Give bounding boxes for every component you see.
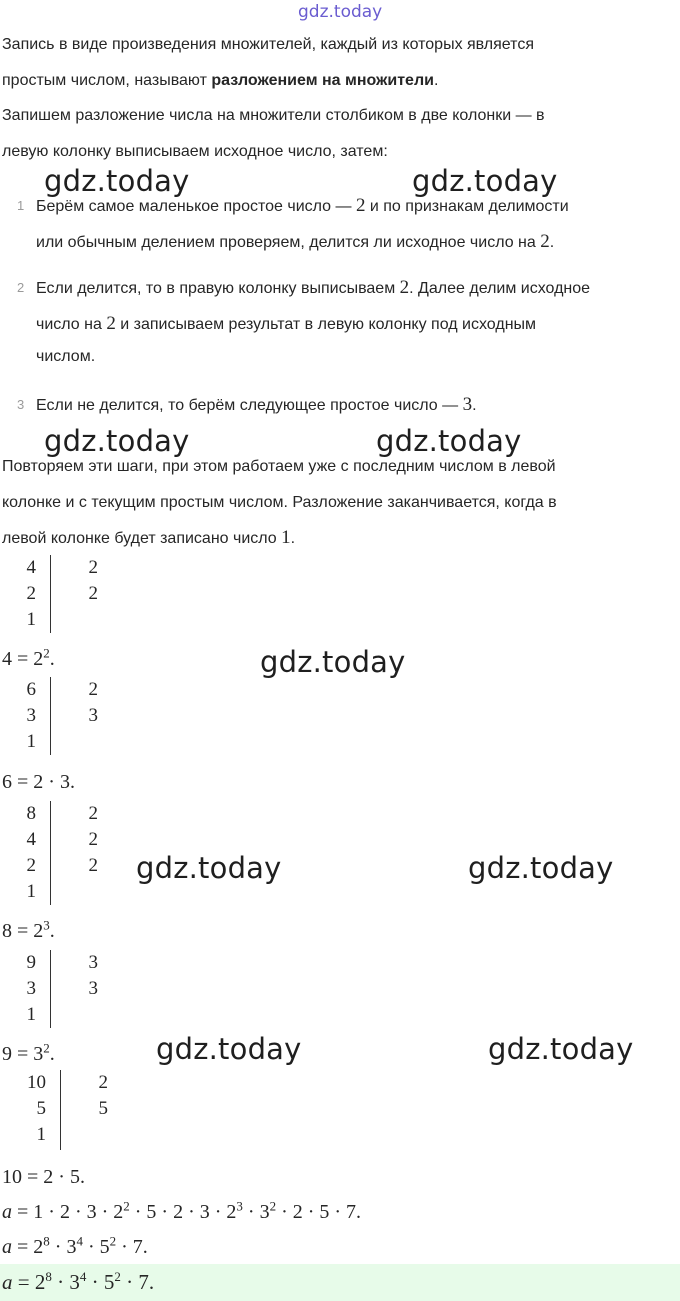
right-cell: 2	[88, 803, 98, 824]
var-a: a	[2, 1270, 13, 1294]
exponent: 8	[45, 1269, 52, 1284]
expr-part: · 7.	[116, 1236, 148, 1258]
right-cell: 3	[88, 952, 98, 973]
step-3-text: Если не делится, то берём следующее простое число —	[36, 397, 463, 414]
step-1-line-1	[36, 195, 569, 217]
left-cell: 3	[26, 978, 36, 999]
expr-part: = 2	[12, 1270, 46, 1294]
repeat-line-3-text: левой колонке будет записано число	[2, 530, 282, 547]
right-cell: 2	[88, 557, 98, 578]
math-1: 1	[281, 527, 291, 548]
exponent: 8	[43, 1233, 50, 1249]
step-number-2: 2	[17, 280, 25, 295]
exponent: 2	[114, 1269, 121, 1284]
repeat-line-1: Повторяем эти шаги, при этом работаем уже с последним числом в левой	[2, 458, 556, 475]
intro-line-2-text: простым числом, называют	[2, 72, 212, 89]
repeat-line-3	[2, 528, 295, 549]
left-cell: 1	[26, 881, 36, 902]
var-a: a	[2, 1236, 12, 1258]
math-2: 2	[355, 195, 366, 216]
exponent: 3	[43, 917, 50, 933]
right-cell: 3	[88, 705, 98, 726]
left-cell: 1	[26, 609, 36, 630]
step-1-line-2	[36, 231, 554, 253]
step-1-text-end: и по признакам делимости	[365, 198, 569, 215]
var-a: a	[2, 1201, 12, 1223]
right-cell: 2	[88, 679, 98, 700]
result-10: 10 = 2 · 5.	[2, 1166, 85, 1188]
left-cell: 2	[26, 855, 36, 876]
step-2-text-end: . Далее делим исходное	[409, 280, 591, 297]
expr-part: · 7.	[120, 1270, 155, 1294]
exponent: 2	[43, 1040, 50, 1056]
expr-part: = 2	[12, 1236, 44, 1258]
result-8-end: .	[49, 920, 55, 942]
step-2-text-2: число на	[36, 316, 107, 333]
column-divider	[60, 1070, 61, 1150]
result-4	[2, 645, 55, 671]
expr-part: · 3	[242, 1201, 270, 1223]
watermark: gdz.today	[44, 424, 190, 458]
right-cell: 3	[88, 978, 98, 999]
watermark: gdz.today	[468, 851, 614, 885]
intro-line-2-end: .	[433, 72, 439, 89]
result-4-base: 4 = 2	[2, 648, 44, 670]
step-2-line-3: числом.	[36, 348, 96, 365]
final-expression-1	[2, 1198, 362, 1224]
exponent: 2	[123, 1198, 130, 1214]
math-2: 2	[399, 277, 410, 298]
exponent: 4	[79, 1269, 87, 1284]
expr-part: · 3	[49, 1236, 77, 1258]
left-cell: 3	[26, 705, 36, 726]
watermark: gdz.today	[488, 1032, 634, 1066]
intro-line-2	[2, 71, 438, 91]
left-cell: 6	[26, 679, 36, 700]
expr-part: · 5	[82, 1236, 110, 1258]
result-9-end: .	[49, 1043, 55, 1065]
watermark: gdz.today	[376, 424, 522, 458]
math-2: 2	[106, 313, 116, 334]
right-cell: 2	[88, 855, 98, 876]
right-cell: 2	[88, 829, 98, 850]
step-number-3: 3	[17, 397, 25, 412]
left-cell: 4	[26, 829, 36, 850]
exponent: 3	[236, 1198, 243, 1214]
math-3: 3	[462, 394, 473, 415]
step-1-text-2: или обычным делением проверяем, делится ли исходное число на	[36, 234, 541, 251]
result-4-end: .	[49, 648, 55, 670]
left-cell: 4	[26, 557, 36, 578]
intro-line-3: Запишем разложение числа на множители столбиком в две колонки — в	[2, 107, 545, 124]
term-factorization: разложением на множители	[211, 72, 434, 89]
expr-part: · 3	[51, 1270, 80, 1294]
final-answer	[2, 1270, 154, 1295]
result-8-base: 8 = 2	[2, 920, 44, 942]
repeat-line-3-end: .	[290, 530, 296, 547]
exponent: 2	[269, 1198, 277, 1214]
repeat-line-2: колонке и с текущим простым числом. Разложение заканчивается, когда в	[2, 494, 557, 511]
expr-part: = 1 · 2 · 3 · 2	[12, 1201, 124, 1223]
column-divider	[50, 555, 51, 633]
intro-line-4: левую колонку выписываем исходное число, затем:	[2, 143, 388, 160]
left-cell: 9	[26, 952, 36, 973]
intro-line-1: Запись в виде произведения множителей, каждый из которых является	[2, 36, 534, 53]
step-2-line-2	[36, 313, 536, 335]
watermark: gdz.today	[44, 164, 190, 198]
right-cell: 2	[98, 1072, 108, 1093]
left-cell: 5	[36, 1098, 46, 1119]
column-divider	[50, 801, 51, 905]
left-cell: 1	[36, 1124, 46, 1145]
result-9	[2, 1040, 55, 1066]
exponent: 2	[109, 1233, 117, 1249]
watermark-top: gdz.today	[298, 2, 383, 22]
step-number-1: 1	[17, 198, 25, 213]
final-expression-2	[2, 1233, 148, 1259]
math-2: 2	[540, 231, 550, 252]
step-1-text: Берём самое маленькое простое число —	[36, 198, 356, 215]
left-cell: 10	[27, 1072, 46, 1093]
result-9-base: 9 = 3	[2, 1043, 44, 1065]
left-cell: 1	[26, 1004, 36, 1025]
right-cell: 5	[98, 1098, 108, 1119]
step-2-line-1	[36, 277, 590, 299]
result-8	[2, 917, 55, 943]
watermark: gdz.today	[260, 645, 406, 679]
step-3-text-end: .	[472, 397, 477, 414]
expr-part: · 5	[86, 1270, 115, 1294]
left-cell: 1	[26, 731, 36, 752]
expr-part: · 5 · 2 · 3 · 2	[129, 1201, 237, 1223]
left-cell: 8	[26, 803, 36, 824]
watermark: gdz.today	[136, 851, 282, 885]
column-divider	[50, 950, 51, 1028]
step-2-text: Если делится, то в правую колонку выписываем	[36, 280, 400, 297]
result-6: 6 = 2 · 3.	[2, 771, 75, 793]
exponent: 4	[76, 1233, 83, 1249]
right-cell: 2	[88, 583, 98, 604]
step-1-text-2-end: .	[549, 234, 555, 251]
watermark: gdz.today	[412, 164, 558, 198]
step-2-text-2-end: и записываем результат в левую колонку под исходным	[115, 316, 537, 333]
column-divider	[50, 677, 51, 755]
expr-part: · 2 · 5 · 7.	[276, 1201, 362, 1223]
left-cell: 2	[26, 583, 36, 604]
watermark: gdz.today	[156, 1032, 302, 1066]
step-3-line-1	[36, 394, 477, 416]
exponent: 2	[43, 645, 50, 661]
